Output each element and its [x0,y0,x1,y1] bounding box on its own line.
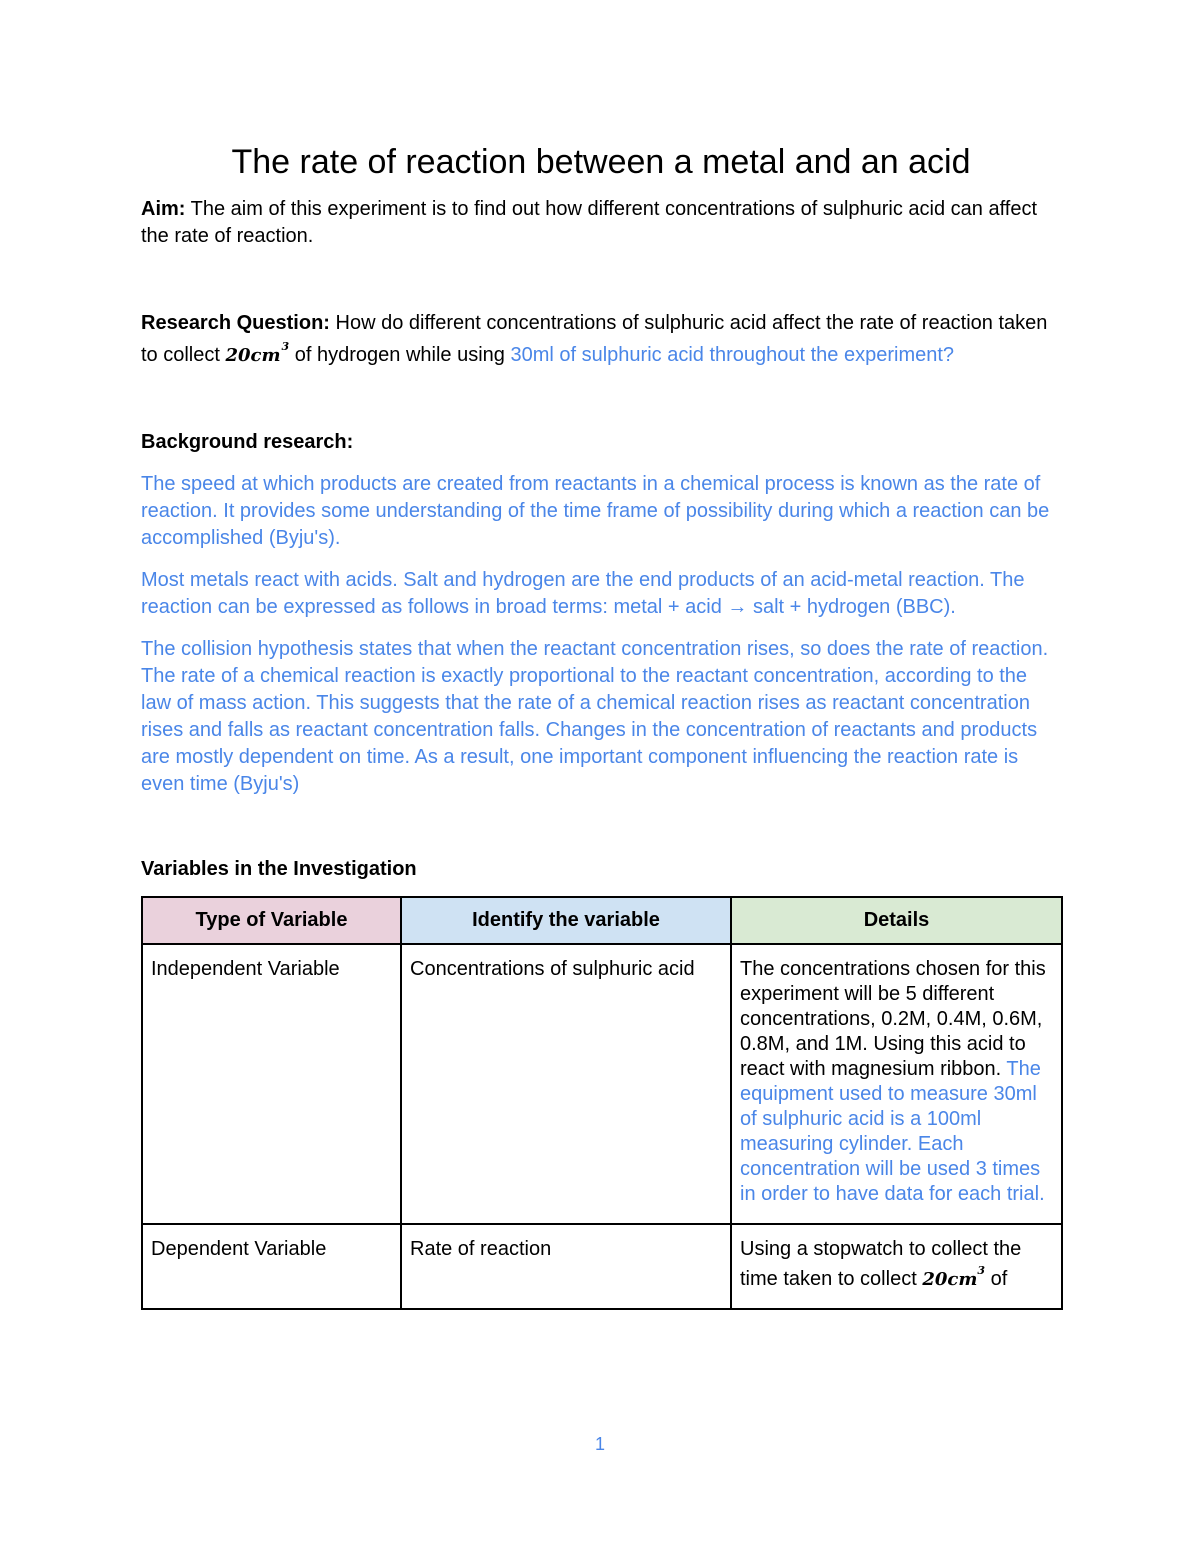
research-question-label: Research Question: [141,312,330,334]
aim-label: Aim: [141,198,186,220]
header-type-of-variable: Type of Variable [142,897,401,944]
cell-variable-details [731,1224,1062,1309]
research-question-paragraph [141,310,1061,369]
research-question-highlight: 30ml of sulphuric acid throughout the experiment? [510,344,955,366]
variables-heading-text: Variables in the Investigation [141,858,417,880]
research-question-text-after: of hydrogen while using [289,344,511,366]
volume-formula-base: 20cm [922,1269,978,1290]
volume-formula [225,340,290,366]
header-identify-variable: Identify the variable [401,897,731,944]
table-row [142,944,1062,1224]
details-text-after: of [985,1268,1008,1290]
document-title: The rate of reaction between a metal and an acid [231,143,971,181]
volume-formula [922,1264,986,1290]
cell-variable-type: Dependent Variable [142,1224,401,1309]
background-paragraph-2: Most metals react with acids. Salt and hydrogen are the end products of an acid-metal reaction. The reaction can be expressed as follows in broad terms: metal + acid → salt + hydrogen (BBC). [141,569,1025,618]
volume-formula-base: 20cm [225,345,281,366]
research-question-text: How do different concentrations of sulphuric acid affect the rate of reaction taken to collect [141,312,1048,366]
volume-formula-exponent: 3 [281,340,290,353]
header-details: Details [731,897,1062,944]
aim-paragraph [141,196,1061,250]
variables-table [141,896,1063,1310]
cell-variable-type: Independent Variable [142,944,401,1224]
details-text: The concentrations chosen for this experiment will be 5 different concentrations, 0.2M, 0.4M, 0.6M, 0.8M, and 1M. Using this acid to react with magnesium ribbon. [740,958,1046,1080]
background-paragraph-3: The collision hypothesis states that when the reactant concentration rises, so does the rate of reaction. The rate of a chemical reaction is exactly proportional to the reactant concentration, according to the law of mass action. This suggests that the rate of a chemical reaction rises as reactant concentration rises and falls as reactant concentration falls. Changes in the concentration of reactants and products are mostly dependent on time. As a result, one important component influencing the reaction rate is even time (Byju's) [141,638,1049,795]
document-content [141,138,1061,1310]
cell-variable-name: Concentrations of sulphuric acid [401,944,731,1224]
background-paragraph-1: The speed at which products are created from reactants in a chemical process is known as the rate of reaction. It provides some understanding of the time frame of possibility during which a reaction can be accomplished (Byju's). [141,473,1050,549]
volume-formula-exponent: 3 [977,1264,986,1277]
cell-variable-details [731,944,1062,1224]
details-highlight: The equipment used to measure 30ml of sulphuric acid is a 100ml measuring cylinder. Each concentration will be used 3 times in order to have data for each trial. [740,1058,1045,1205]
background-heading-text: Background research: [141,431,354,453]
variables-heading [141,856,1061,883]
table-row [142,1224,1062,1309]
cell-variable-name: Rate of reaction [401,1224,731,1309]
page-break-mask [141,1402,1063,1432]
page-number: 1 [594,1434,605,1454]
table-header-row [142,897,1062,944]
details-text: Using a stopwatch to collect the time taken to collect [740,1238,1022,1290]
background-heading [141,429,1061,456]
aim-text: The aim of this experiment is to find out how different concentrations of sulphuric acid can affect the rate of reaction. [141,198,1038,247]
